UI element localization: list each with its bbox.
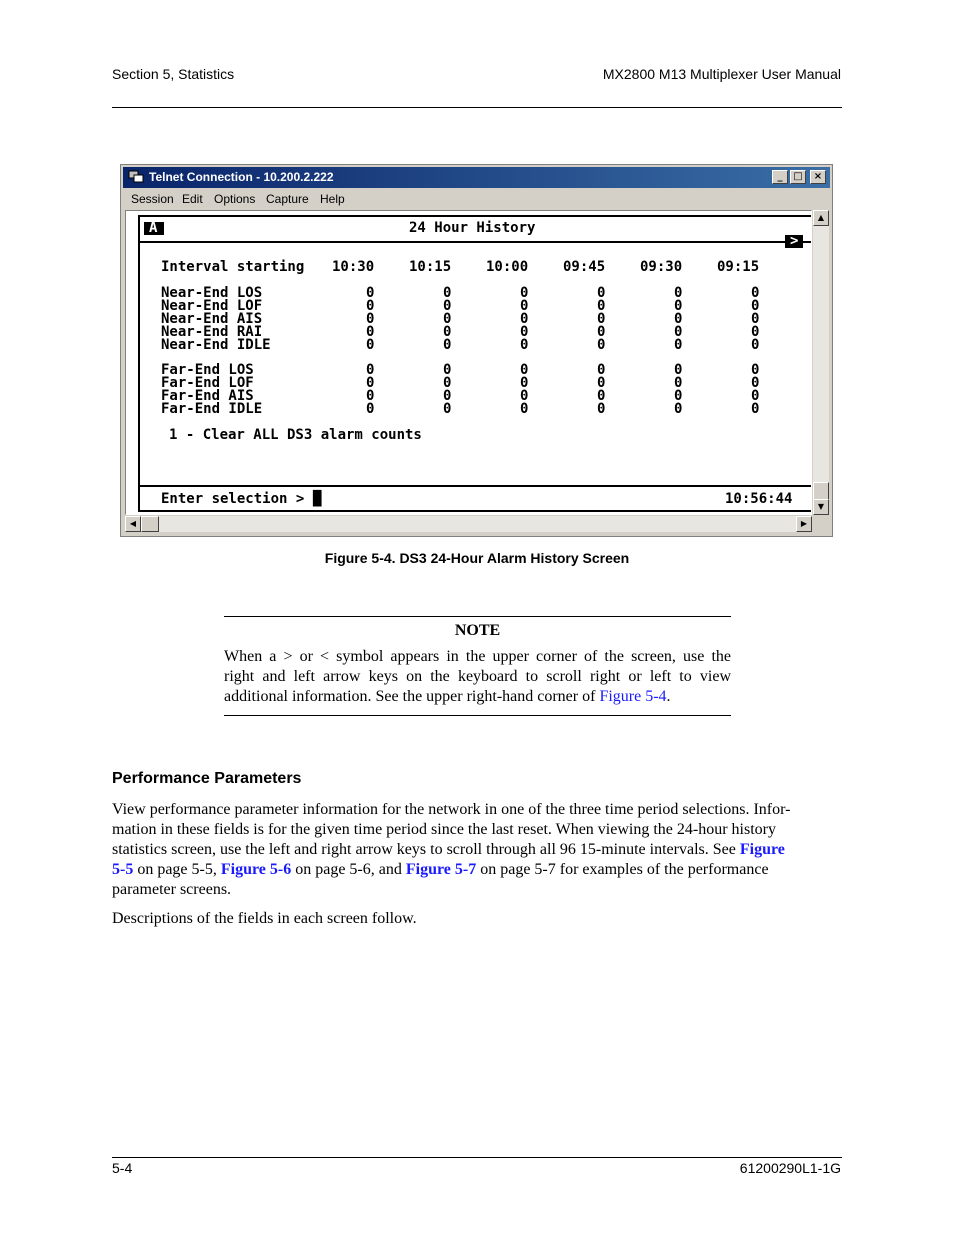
terminal-clock: 10:56:44: [725, 491, 793, 507]
row-value: 0: [751, 337, 760, 353]
section-heading: Performance Parameters: [112, 770, 302, 787]
figure-link[interactable]: Figure 5-4: [599, 688, 667, 705]
row-value: 0: [366, 337, 375, 353]
row-value: 0: [443, 362, 452, 378]
terminal-frame-top: [138, 215, 812, 217]
minimize-button[interactable]: _: [772, 170, 788, 184]
menu-edit[interactable]: Edit: [182, 192, 203, 206]
row-value: 0: [597, 324, 606, 340]
interval-header: 10:00: [486, 259, 529, 275]
row-value: 0: [366, 375, 375, 391]
row-value: 0: [674, 298, 683, 314]
row-value: 0: [597, 285, 606, 301]
note-line: right and left arrow keys on the keyboard to scroll right or left to view: [224, 668, 731, 685]
paragraph-text: on page 5-7 for examples of the performance: [476, 861, 769, 878]
interval-header: 10:30: [332, 259, 375, 275]
body-paragraph: [112, 800, 839, 900]
row-label: Near-End IDLE: [161, 337, 271, 353]
paragraph-line: parameter screens.: [112, 881, 232, 898]
row-value: 0: [597, 375, 606, 391]
selection-prompt: Enter selection >: [161, 491, 305, 507]
terminal-prompt-divider: [138, 485, 812, 487]
terminal-tag: A: [144, 222, 164, 235]
row-value: 0: [751, 298, 760, 314]
row-value: 0: [751, 362, 760, 378]
row-value: 0: [674, 324, 683, 340]
row-value: 0: [674, 311, 683, 327]
scroll-left-arrow-icon[interactable]: ◀: [125, 516, 141, 532]
horizontal-scrollbar[interactable]: [125, 516, 812, 532]
row-label: Far-End IDLE: [161, 401, 263, 417]
row-value: 0: [751, 324, 760, 340]
row-value: 0: [597, 362, 606, 378]
row-value: 0: [674, 388, 683, 404]
menu-capture[interactable]: Capture: [266, 192, 309, 206]
row-value: 0: [520, 362, 529, 378]
running-header-title: MX2800 M13 Multiplexer User Manual: [602, 66, 841, 82]
row-value: 0: [674, 285, 683, 301]
paragraph-line: [112, 860, 839, 880]
row-label: Near-End LOS: [161, 285, 263, 301]
row-label: Far-End AIS: [161, 388, 254, 404]
row-value: 0: [520, 285, 529, 301]
row-label: Far-End LOS: [161, 362, 254, 378]
maximize-button[interactable]: □: [790, 170, 806, 184]
row-value: 0: [366, 362, 375, 378]
interval-label: Interval starting: [161, 259, 305, 275]
terminal-screen: [125, 210, 812, 515]
scroll-right-indicator: >: [785, 235, 803, 248]
row-value: 0: [443, 311, 452, 327]
row-value: 0: [366, 298, 375, 314]
scroll-up-arrow-icon[interactable]: ▲: [813, 210, 829, 226]
telnet-window: [120, 164, 833, 537]
row-value: 0: [597, 311, 606, 327]
close-button[interactable]: ×: [810, 170, 826, 184]
vertical-scrollbar[interactable]: [813, 210, 829, 515]
telnet-app-icon: [128, 170, 144, 184]
interval-header: 09:15: [717, 259, 760, 275]
row-value: 0: [520, 311, 529, 327]
row-value: 0: [751, 285, 760, 301]
clear-alarm-option: 1 - Clear ALL DS3 alarm counts: [169, 427, 422, 443]
row-value: 0: [443, 375, 452, 391]
row-value: 0: [520, 337, 529, 353]
note-line: When a > or < symbol appears in the upper corner of the screen, use the: [224, 648, 731, 665]
row-value: 0: [674, 401, 683, 417]
figure-link[interactable]: Figure: [739, 841, 785, 858]
row-value: 0: [751, 311, 760, 327]
note-line: [224, 687, 671, 707]
document-number: 61200290L1-1G: [739, 1160, 841, 1176]
row-label: Near-End LOF: [161, 298, 263, 314]
interval-header: 09:45: [563, 259, 606, 275]
row-value: 0: [597, 388, 606, 404]
paragraph-line: mation in these fields is for the given time period since the last reset. When viewing the 24-hour history: [112, 821, 776, 838]
figure-link[interactable]: 5-5: [112, 861, 134, 878]
row-value: 0: [443, 388, 452, 404]
row-value: 0: [520, 324, 529, 340]
menu-bar: [123, 189, 830, 209]
figure-caption: Figure 5-4. DS3 24-Hour Alarm History Screen: [324, 550, 630, 566]
row-value: 0: [366, 401, 375, 417]
row-value: 0: [674, 375, 683, 391]
figure-link[interactable]: Figure 5-7: [405, 861, 477, 878]
paragraph-text: on page 5-5,: [133, 861, 221, 878]
row-value: 0: [443, 401, 452, 417]
row-value: 0: [751, 401, 760, 417]
row-value: 0: [366, 311, 375, 327]
window-title: Telnet Connection - 10.200.2.222: [149, 170, 334, 184]
terminal-title: 24 Hour History: [409, 220, 536, 236]
footer-rule: [112, 1157, 842, 1158]
interval-header: 09:30: [640, 259, 683, 275]
running-header-section: Section 5, Statistics: [112, 66, 235, 82]
menu-session[interactable]: Session: [131, 192, 174, 206]
note-text: additional information. See the upper right-hand corner of: [224, 688, 600, 705]
row-value: 0: [366, 285, 375, 301]
paragraph-text: statistics screen, use the left and right arrow keys to scroll through all 96 15-minute intervals. See: [112, 841, 740, 858]
row-value: 0: [520, 375, 529, 391]
terminal-frame-bottom: [138, 510, 812, 512]
figure-link[interactable]: Figure 5-6: [220, 861, 292, 878]
note-heading: NOTE: [454, 622, 501, 639]
terminal-title-divider: [138, 241, 812, 243]
scroll-right-arrow-icon[interactable]: ▶: [796, 516, 812, 532]
row-value: 0: [366, 388, 375, 404]
terminal-frame-left: [138, 215, 140, 512]
row-value: 0: [597, 401, 606, 417]
paragraph-line: View performance parameter information for the network in one of the three time period selections. Infor-: [112, 801, 791, 818]
row-value: 0: [751, 375, 760, 391]
body-paragraph-2: Descriptions of the fields in each screen follow.: [112, 910, 417, 927]
note-text: .: [666, 688, 671, 705]
row-value: 0: [520, 401, 529, 417]
row-value: 0: [443, 324, 452, 340]
row-value: 0: [674, 362, 683, 378]
scroll-thumb[interactable]: [813, 482, 829, 500]
paragraph-line: [112, 840, 839, 860]
row-value: 0: [443, 298, 452, 314]
row-value: 0: [597, 337, 606, 353]
row-value: 0: [366, 324, 375, 340]
row-label: Near-End RAI: [161, 324, 263, 340]
row-label: Far-End LOF: [161, 375, 254, 391]
page-number: 5-4: [112, 1160, 133, 1176]
row-value: 0: [751, 388, 760, 404]
paragraph-text: on page 5-6, and: [291, 861, 406, 878]
row-label: Near-End AIS: [161, 311, 263, 327]
row-value: 0: [597, 298, 606, 314]
scroll-down-arrow-icon[interactable]: ▼: [813, 499, 829, 515]
note-top-rule: [224, 616, 731, 617]
row-value: 0: [674, 337, 683, 353]
row-value: 0: [443, 337, 452, 353]
menu-options[interactable]: Options: [214, 192, 256, 206]
menu-help[interactable]: Help: [320, 192, 345, 206]
row-value: 0: [520, 298, 529, 314]
row-value: 0: [443, 285, 452, 301]
window-titlebar: [123, 167, 830, 188]
note-bottom-rule: [224, 715, 731, 716]
row-value: 0: [520, 388, 529, 404]
text-cursor: █: [313, 491, 322, 507]
interval-header: 10:15: [409, 259, 452, 275]
header-rule: [112, 107, 842, 108]
hscroll-thumb[interactable]: [141, 516, 159, 532]
